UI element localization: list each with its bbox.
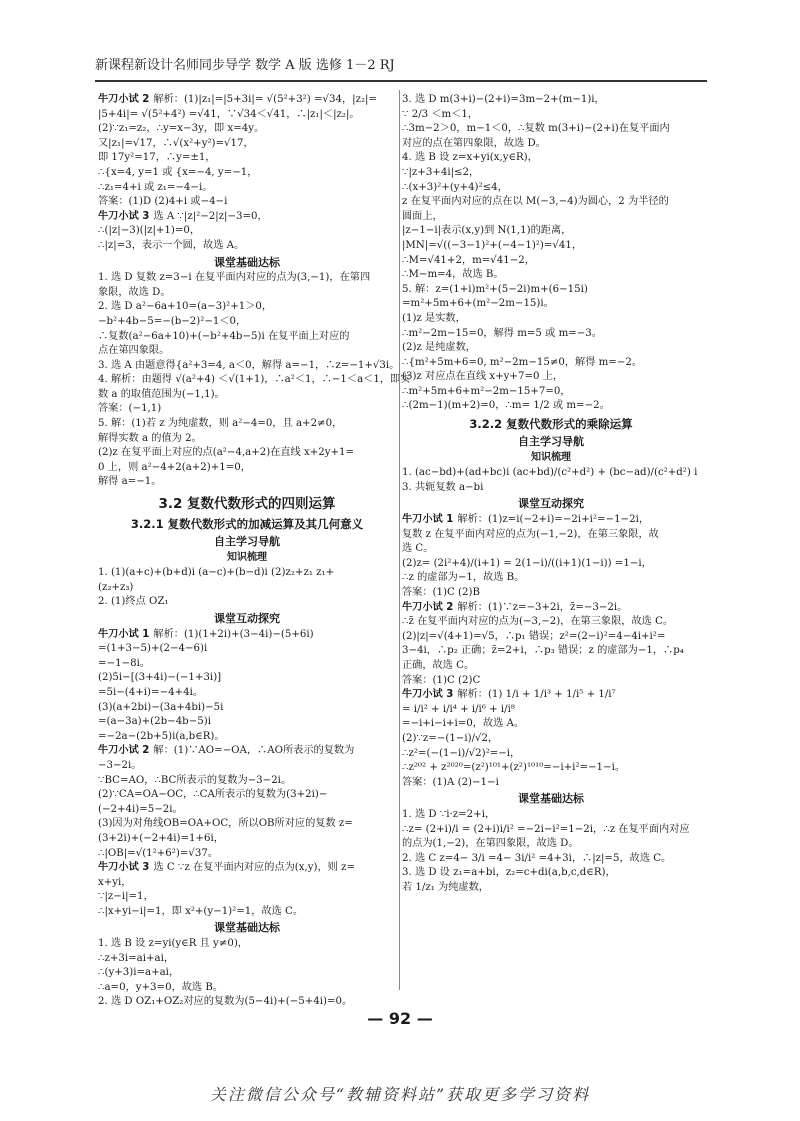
text-line bbox=[402, 210, 700, 225]
text-line bbox=[98, 286, 396, 301]
line-text: ∴a=0，y+3=0，故选 B。 bbox=[98, 981, 224, 993]
exercise-tag: 牛刀小试 1 bbox=[402, 514, 454, 526]
text-line bbox=[98, 417, 396, 432]
line-text: 2. (1)终点 OZ₁ bbox=[98, 596, 169, 608]
line-text: ∴z₁=4+i 或 z₁=−4−i。 bbox=[98, 181, 213, 193]
line-text: 3−4i，∴p₂ 正确；z̄=2+i，∴p₃ 错误；z 的虚部为−1，∴p₄ bbox=[402, 645, 684, 657]
section-heading: 自主学习导航 bbox=[518, 435, 584, 449]
text-line bbox=[98, 475, 396, 490]
line-text: =m²+5m+6+(m²−2m−15)i。 bbox=[402, 298, 554, 310]
text-line bbox=[402, 542, 700, 557]
line-text: =−i+i−i+i=0，故选 A。 bbox=[402, 718, 525, 730]
text-line bbox=[402, 513, 700, 528]
section-heading: 课堂互动探究 bbox=[518, 497, 584, 511]
text-line bbox=[402, 239, 700, 254]
line-text: (2)z= (2i²+4)/(i+1) = 2(1−i)/((i+1)(1−i)) =1−i， bbox=[402, 557, 652, 569]
line-text: ∴|x+yi−i|=1，即 x²+(y−1)²=1，故选 C。 bbox=[98, 905, 304, 917]
text-line bbox=[98, 686, 396, 701]
line-text: 4. 选 B 设 z=x+yi(x,y∈R)， bbox=[402, 152, 538, 164]
text-line bbox=[402, 717, 700, 732]
text-line bbox=[98, 966, 396, 981]
line-text: (3)z 对应点在直线 x+y+7=0 上， bbox=[402, 371, 564, 383]
text-line bbox=[98, 359, 400, 374]
line-text: 2. 选 D a²−6a+10=(a−3)²+1＞0， bbox=[98, 301, 273, 313]
exercise-tag: 牛刀小试 3 bbox=[402, 689, 454, 701]
text-line bbox=[98, 373, 411, 388]
text-line bbox=[98, 93, 396, 108]
line-text: ∴复数(a²−6a+10)+(−b²+4b−5)i 在复平面上对应的 bbox=[98, 330, 350, 342]
text-line bbox=[98, 876, 396, 891]
text-line bbox=[402, 601, 700, 616]
line-text: ∴3m−2＞0，m−1＜0，∴复数 m(3+i)−(2+i)在复平面内 bbox=[402, 123, 670, 135]
line-text: (3)(a+2bi)−(3a+4bi)−5i bbox=[98, 701, 224, 713]
line-text: 选 C。 bbox=[402, 543, 434, 555]
line-text: =(a−3a)+(2b−4b−5)i bbox=[98, 716, 211, 728]
text-line bbox=[98, 344, 396, 359]
text-line bbox=[98, 224, 396, 239]
line-text: ∴m²+5m+6+m²−2m−15+7=0， bbox=[402, 385, 571, 397]
line-text: 解：(1)∵AO=−OA，∴AO所表示的复数为 bbox=[153, 745, 355, 757]
line-text: 答案：(1)C (2)C bbox=[402, 674, 481, 686]
exercise-tag: 牛刀小试 2 bbox=[98, 745, 150, 757]
text-line bbox=[402, 808, 700, 823]
text-line bbox=[402, 466, 700, 481]
text-line bbox=[402, 268, 700, 283]
text-line bbox=[402, 866, 700, 881]
right-column bbox=[402, 93, 700, 1003]
text-line bbox=[98, 847, 396, 862]
line-text: ∴z̄ 在复平面内对应的点为(−3,−2)，在第三象限，故选 C。 bbox=[402, 616, 674, 628]
line-text: 又|z₁|=√17，∴√(x²+y²)=√17， bbox=[98, 137, 254, 149]
line-text: =5i−(4+i)=−4+4i。 bbox=[98, 686, 204, 698]
text-line bbox=[402, 557, 700, 572]
line-text: (3)因为对角线OB=OA+OC，所以OB所对应的复数 z= bbox=[98, 818, 353, 830]
line-text: 1. 选 D ∵i·z=2+i， bbox=[402, 808, 496, 820]
text-line bbox=[402, 586, 700, 601]
text-line bbox=[98, 905, 396, 920]
footer-watermark: 关注微信公众号“教辅资料站”获取更多学习资料 bbox=[209, 1085, 591, 1104]
line-text: (2)∵z=−(1−i)/√2， bbox=[402, 732, 499, 744]
text-line bbox=[98, 861, 396, 876]
line-text: 点在第四象限。 bbox=[98, 345, 170, 357]
line-text: 复数 z 在复平面内对应的点为(−1,−2)，在第三象限，故 bbox=[402, 528, 659, 540]
line-text: ∴|OB|=√(1²+6²)=√37。 bbox=[98, 847, 219, 859]
line-text: 1. 选 D 复数 z=3−i 在复平面内对应的点为(3,−1)，在第四 bbox=[98, 272, 371, 284]
line-text: 1. (ac−bd)+(ad+bc)i (ac+bd)/(c²+d²) + (bc−ad)/(c²+d²) i bbox=[402, 467, 698, 479]
line-text: 选 C ∵z 在复平面内对应的点为(x,y)，则 z= bbox=[153, 862, 356, 874]
text-line bbox=[98, 803, 396, 818]
line-text: ∵ 2/3 ＜m＜1， bbox=[402, 108, 479, 120]
text-line bbox=[402, 703, 700, 718]
exercise-tag: 牛刀小试 2 bbox=[98, 94, 150, 105]
line-text: 3. 选 D m(3+i)−(2+i)=3m−2+(m−1)i， bbox=[402, 94, 605, 105]
text-line bbox=[402, 93, 700, 108]
line-text: ∴z= (2+i)/i = (2+i)i/i² =−2i−i²=1−2i，∴z 在复平面内对应 bbox=[402, 823, 690, 835]
line-text: 1. (1)(a+c)+(b+d)i (a−c)+(b−d)i (2)z₂+z₁ z₁+ bbox=[98, 567, 335, 579]
line-text: ∵BC=AO，∴BC所表示的复数为−3−2i。 bbox=[98, 774, 292, 786]
line-text: (2)|z|=√(4+1)=√5，∴p₁ 错误；z²=(2−i)²=4−4i+i²= bbox=[402, 630, 666, 642]
line-text: 数 a 的取值范围为(−1,1)。 bbox=[98, 388, 225, 400]
lesson-heading: 3.2.1 复数代数形式的加减运算及其几何意义 bbox=[130, 517, 364, 532]
section-heading: 课堂互动探究 bbox=[214, 612, 280, 625]
text-line bbox=[402, 481, 700, 496]
text-line bbox=[98, 817, 396, 832]
text-line bbox=[402, 254, 700, 269]
text-line bbox=[98, 759, 396, 774]
line-text: 选 A ∵|z|²−2|z|−3=0， bbox=[153, 210, 268, 222]
text-line bbox=[402, 881, 700, 896]
text-line bbox=[402, 674, 700, 689]
line-text: ∴M=√41+2，m=√41−2， bbox=[402, 254, 535, 266]
text-line bbox=[98, 402, 396, 417]
line-text: |z−1−i|表示(x,y)到 N(1,1)的距离， bbox=[402, 225, 572, 237]
text-line bbox=[402, 151, 700, 166]
line-text: 解析：(1)∵z=−3+2i，z̄=−3−2i。 bbox=[457, 601, 628, 613]
text-line bbox=[402, 224, 700, 239]
line-text: =(1+3−5)+(2−4−6)i bbox=[98, 643, 208, 655]
line-text: 答案：(1)D (2)4+i 或−4−i bbox=[98, 196, 228, 208]
text-line bbox=[98, 995, 396, 1010]
text-line bbox=[402, 341, 700, 356]
text-line bbox=[98, 461, 396, 476]
text-line bbox=[98, 671, 396, 686]
line-text: 答案：(1)C (2)B bbox=[402, 587, 480, 598]
line-text: 正确，故选 C。 bbox=[402, 659, 475, 671]
text-line bbox=[98, 388, 396, 403]
exercise-tag: 牛刀小试 1 bbox=[98, 628, 150, 640]
text-line bbox=[402, 356, 700, 371]
line-text: 1. 选 B 设 z=yi(y∈R 且 y≠0)， bbox=[98, 938, 248, 950]
text-line bbox=[98, 566, 396, 581]
line-text: (3+2i)+(−2+4i)=1+6i， bbox=[98, 832, 224, 844]
line-text: ∴(2m−1)(m+2)=0，∴m= 1/2 或 m=−2。 bbox=[402, 400, 610, 412]
text-line bbox=[98, 952, 396, 967]
text-line bbox=[402, 761, 700, 776]
text-line bbox=[98, 181, 396, 196]
chapter-heading: 3.2 复数代数形式的四则运算 bbox=[158, 496, 336, 513]
line-text: 3. 选 D 设 z₁=a+bi，z₂=c+di(a,b,c,d∈R)， bbox=[402, 867, 616, 879]
line-text: 3. 选 A 由题意得{a²+3=4, a＜0，解得 a=−1，∴z=−1+√3i。 bbox=[98, 359, 400, 371]
line-text: ∴z 的虚部为−1，故选 B。 bbox=[402, 572, 525, 584]
header-rule bbox=[95, 80, 707, 82]
text-line bbox=[402, 630, 700, 645]
line-text: = i/i² + i/i⁴ + i/i⁶ + i/i⁸ bbox=[402, 703, 515, 715]
text-line bbox=[98, 166, 396, 181]
line-text: ∴m²−2m−15=0，解得 m=5 或 m=−3。 bbox=[402, 327, 602, 339]
line-text: 5. 解：z=(1+i)m²+(5−2i)m+(6−15i) bbox=[402, 283, 588, 295]
text-line bbox=[402, 399, 700, 414]
text-line bbox=[98, 108, 396, 123]
text-line bbox=[402, 732, 700, 747]
text-line bbox=[98, 330, 396, 345]
line-text: 解析：(1)z=i(−2+i)=−2i+i²=−1−2i， bbox=[457, 514, 650, 526]
text-line bbox=[402, 195, 700, 210]
text-line bbox=[98, 122, 396, 137]
line-text: 答案：(1)A (2)−1−i bbox=[402, 776, 499, 788]
text-line bbox=[98, 137, 396, 152]
text-line bbox=[402, 852, 700, 867]
page-number: — 92 — bbox=[367, 1009, 433, 1028]
text-line bbox=[402, 122, 700, 137]
line-text: z 在复平面内对应的点在以 M(−3,−4)为圆心，2 为半径的 bbox=[402, 196, 669, 208]
line-text: ∴z²=(−(1−i)/√2)²=−i， bbox=[402, 747, 521, 759]
text-line bbox=[402, 283, 700, 298]
text-line bbox=[98, 657, 396, 672]
line-text: (2)5i−[(3+4i)−(−1+3i)] bbox=[98, 672, 222, 684]
line-text: 3. 共轭复数 a−bi bbox=[402, 481, 484, 493]
line-text: 5. 解：(1)若 z 为纯虚数，则 a²−4=0，且 a+2≠0， bbox=[98, 418, 343, 430]
line-text: ∴z+3i=ai+ai， bbox=[98, 952, 175, 964]
line-text: 若 1/z₁ 为纯虚数， bbox=[402, 881, 489, 893]
line-text: |MN|=√((−3−1)²+(−4−1)²)=√41， bbox=[402, 239, 583, 251]
text-line bbox=[98, 832, 396, 847]
line-text: ∵|z+3+4i|≤2， bbox=[402, 166, 480, 178]
text-line bbox=[98, 744, 396, 759]
line-text: ∴{m²+5m+6=0, m²−2m−15≠0，解得 m=−2。 bbox=[402, 356, 643, 368]
sub-heading: 知识梳理 bbox=[227, 551, 267, 563]
text-line bbox=[402, 385, 700, 400]
text-line bbox=[402, 776, 700, 791]
exercise-tag: 牛刀小试 2 bbox=[402, 601, 454, 613]
line-text: 答案：(−1,1) bbox=[98, 403, 162, 415]
line-text: (2)∵CA=OA−OC，∴CA所表示的复数为(3+2i)− bbox=[98, 789, 328, 801]
line-text: 圆面上， bbox=[402, 210, 443, 222]
section-heading: 自主学习导航 bbox=[214, 535, 280, 549]
line-text: 2. 选 D OZ₁+OZ₂对应的复数为(5−4i)+(−5+4i)=0。 bbox=[98, 996, 353, 1008]
text-line bbox=[98, 432, 396, 447]
text-line bbox=[402, 297, 700, 312]
line-text: 解析：(1)(1+2i)+(3−4i)−(5+6i) bbox=[153, 628, 314, 640]
section-heading: 课堂基础达标 bbox=[214, 921, 280, 935]
section-heading: 课堂基础达标 bbox=[214, 255, 280, 269]
line-text: ∴(|z|−3)(|z|+1)=0， bbox=[98, 225, 201, 237]
text-line bbox=[402, 108, 700, 123]
line-text: 4. 解析：由题得 √(a²+4) ＜√(1+1)，∴a²＜1，∴−1＜a＜1，即实 bbox=[98, 374, 411, 386]
text-line bbox=[98, 642, 396, 657]
text-line bbox=[402, 181, 700, 196]
text-line bbox=[98, 195, 396, 210]
column-divider bbox=[399, 90, 400, 990]
text-line bbox=[402, 571, 700, 586]
left-column bbox=[98, 93, 411, 1008]
line-text: −b²+4b−5=−(b−2)²−1＜0， bbox=[98, 315, 247, 327]
line-text: (−2+4i)=5−2i。 bbox=[98, 803, 183, 815]
line-text: ∴M−m=4，故选 B。 bbox=[402, 269, 504, 281]
text-line bbox=[402, 837, 700, 852]
line-text: (z₂+z₃) bbox=[98, 581, 134, 593]
line-text: 2. 选 C z=4− 3/i =4− 3i/i² =4+3i，∴|z|=5，故选 C。 bbox=[402, 852, 672, 864]
text-line bbox=[98, 239, 396, 254]
text-line bbox=[98, 446, 396, 461]
text-line bbox=[402, 747, 700, 762]
text-line bbox=[98, 595, 396, 610]
line-text: ∴|z|=3，表示一个圆，故选 A。 bbox=[98, 239, 245, 251]
exercise-tag: 牛刀小试 3 bbox=[98, 210, 150, 222]
text-line bbox=[98, 151, 396, 166]
sub-heading: 知识梳理 bbox=[531, 451, 571, 463]
text-line bbox=[402, 615, 700, 630]
text-line bbox=[98, 300, 396, 315]
line-text: 对应的点在第四象限，故选 D。 bbox=[402, 137, 546, 149]
section-heading: 课堂基础达标 bbox=[518, 792, 584, 806]
line-text: 的点为(1,−2)，在第四象限，故选 D。 bbox=[402, 838, 579, 850]
text-line bbox=[402, 327, 700, 342]
text-line bbox=[98, 981, 396, 996]
text-line bbox=[402, 137, 700, 152]
line-text: =−2a−(2b+5)i(a,b∈R)。 bbox=[98, 730, 225, 742]
line-text: 象限，故选 D。 bbox=[98, 286, 171, 298]
line-text: 0 上，则 a²−4+2(a+2)+1=0， bbox=[98, 461, 251, 473]
text-line bbox=[98, 730, 396, 745]
text-line bbox=[402, 166, 700, 181]
text-line bbox=[98, 210, 396, 225]
text-line bbox=[402, 823, 700, 838]
line-text: (2)z 在复平面上对应的点(a²−4,a+2)在直线 x+2y+1= bbox=[98, 447, 355, 459]
text-line bbox=[98, 315, 396, 330]
line-text: ∴(x+3)²+(y+4)²≤4， bbox=[402, 181, 508, 193]
line-text: 即 17y²=17，∴y=±1， bbox=[98, 152, 216, 164]
text-line bbox=[98, 788, 396, 803]
text-line bbox=[402, 644, 700, 659]
text-line bbox=[402, 688, 700, 703]
text-line bbox=[98, 271, 396, 286]
line-text: 解得实数 a 的值为 2。 bbox=[98, 432, 202, 444]
line-text: (2)z 是纯虚数， bbox=[402, 342, 476, 354]
running-header: 新课程新设计名师同步导学 数学 A 版 选修 1－2 RJ bbox=[95, 58, 395, 73]
line-text: ∵|z−i|=1， bbox=[98, 891, 154, 903]
line-text: ∴(y+3)i=a+ai， bbox=[98, 967, 180, 979]
text-line bbox=[98, 774, 396, 789]
text-line bbox=[98, 581, 396, 596]
text-line bbox=[402, 528, 700, 543]
line-text: 解析：(1) 1/i + 1/i³ + 1/i⁵ + 1/i⁷ bbox=[457, 689, 616, 701]
lesson-heading: 3.2.2 复数代数形式的乘除运算 bbox=[469, 417, 633, 432]
line-text: |5+4i|= √(5²+4²) =√41，∵√34＜√41，∴|z₁|＜|z₂|。 bbox=[98, 108, 360, 120]
line-text: =−1−8i。 bbox=[98, 657, 151, 669]
line-text: −3−2i。 bbox=[98, 759, 142, 771]
text-line bbox=[402, 312, 700, 327]
text-line bbox=[98, 715, 396, 730]
line-text: ∴z²⁰² + z²⁰²⁰=(z²)¹⁰¹+(z²)¹⁰¹⁰=−i+i²=−1−i。 bbox=[402, 762, 626, 774]
text-line bbox=[98, 701, 396, 716]
text-line bbox=[98, 890, 396, 905]
line-text: x+yi， bbox=[98, 876, 132, 888]
line-text: ∴{x=4, y=1 或 {x=−4, y=−1， bbox=[98, 166, 258, 178]
text-line bbox=[402, 370, 700, 385]
text-line bbox=[402, 659, 700, 674]
line-text: 解析：(1)|z₁|=|5+3i|= √(5²+3²) =√34，|z₂|= bbox=[153, 94, 378, 105]
line-text: (2)∵z₁=z₂，∴y=x−3y，即 x=4y。 bbox=[98, 123, 265, 135]
line-text: 解得 a=−1。 bbox=[98, 476, 162, 488]
exercise-tag: 牛刀小试 3 bbox=[98, 862, 150, 874]
text-line bbox=[98, 628, 396, 643]
line-text: (1)z 是实数， bbox=[402, 312, 466, 324]
text-line bbox=[98, 937, 396, 952]
